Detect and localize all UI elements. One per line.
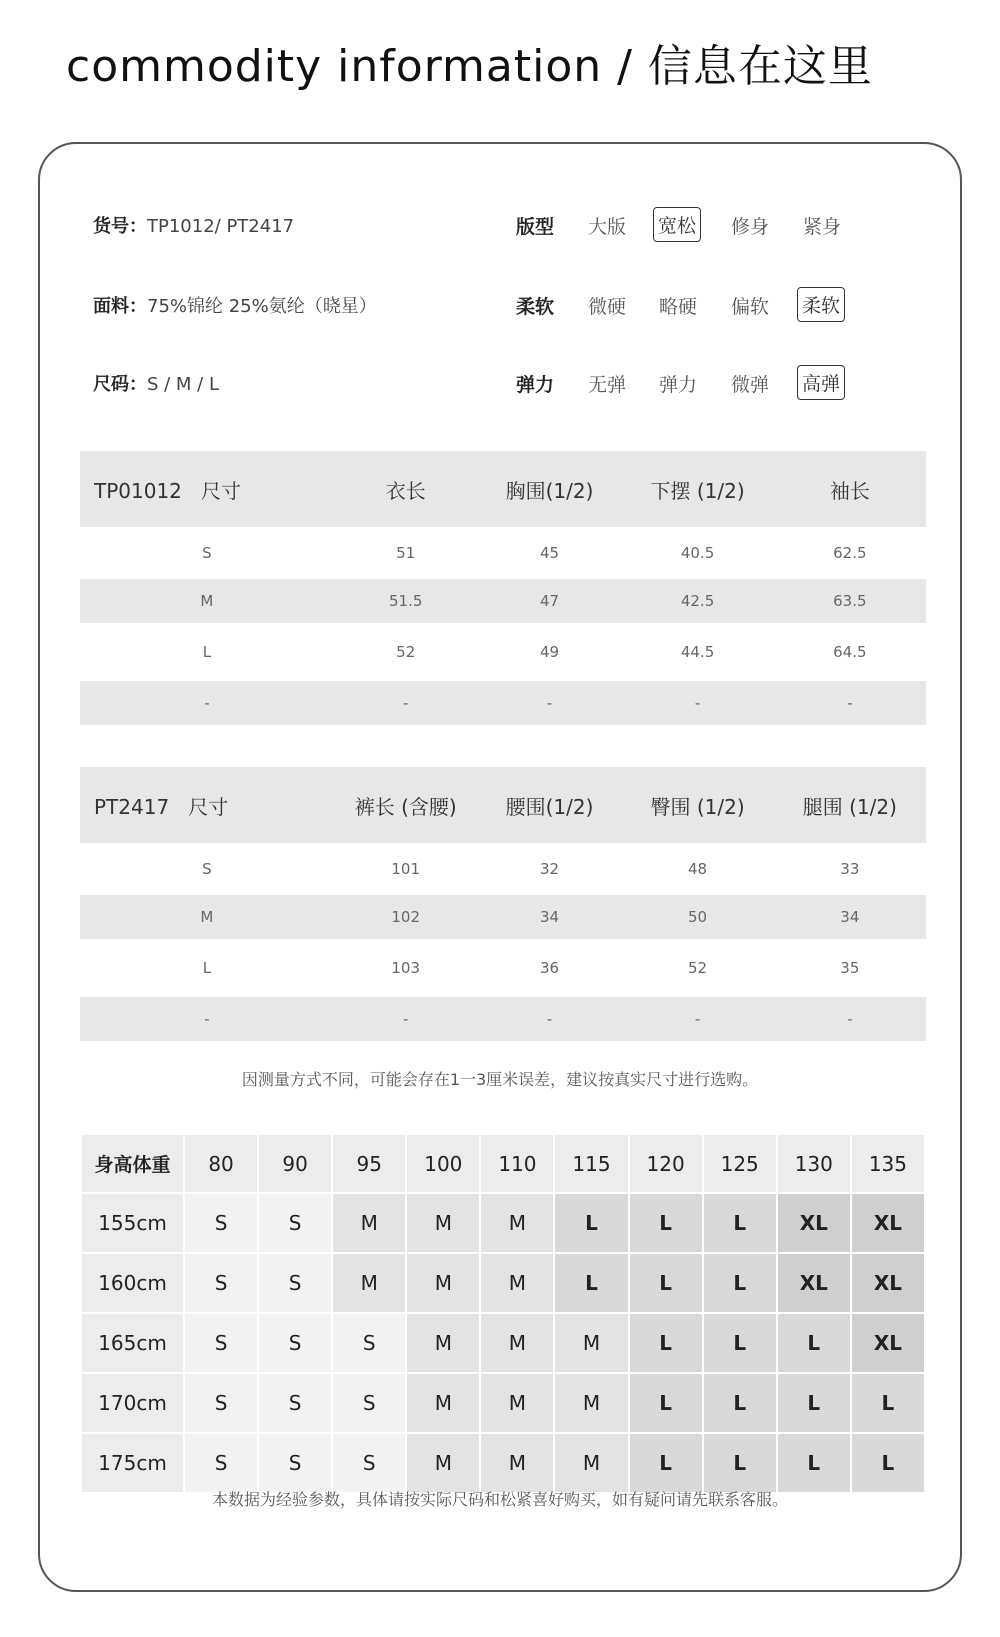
size-cell: M: [406, 1313, 480, 1373]
hw-row: [81, 1193, 925, 1253]
weight-header: 80: [184, 1134, 258, 1193]
table-cell: 51: [396, 544, 416, 562]
table-cell: 51.5: [334, 579, 478, 623]
property-label: 版型: [516, 216, 555, 238]
table-cell: M: [80, 579, 334, 623]
pant-table-header: [80, 767, 926, 843]
size-cell: M: [554, 1433, 628, 1493]
size-cell: M: [480, 1373, 554, 1433]
page-title: commodity information / 信息在这里: [66, 41, 873, 92]
size-cell: S: [258, 1193, 332, 1253]
size-cell: L: [554, 1193, 628, 1253]
size-cell: M: [554, 1373, 628, 1433]
table-row: [80, 895, 926, 939]
top-table-header: [80, 451, 926, 527]
column-header: 裤长 (含腰): [334, 767, 478, 843]
size-cell: L: [703, 1433, 777, 1493]
height-cell: 165cm: [81, 1313, 184, 1373]
property-option: 弹力: [659, 374, 698, 396]
table-cell: -: [334, 997, 478, 1041]
weight-header: 120: [629, 1134, 703, 1193]
size-cell: M: [480, 1253, 554, 1313]
column-header: 袖长: [774, 451, 926, 527]
table-row: [80, 579, 926, 623]
table-cell: 47: [478, 579, 622, 623]
height-cell: 160cm: [81, 1253, 184, 1313]
column-header: 衣长: [334, 451, 478, 527]
weight-header: 130: [777, 1134, 851, 1193]
weight-header: 90: [258, 1134, 332, 1193]
size-cell: M: [332, 1253, 406, 1313]
column-header: 腰围(1/2): [478, 767, 622, 843]
table-cell: 42.5: [621, 579, 773, 623]
table-cell: -: [621, 997, 773, 1041]
property-option: 略硬: [659, 296, 698, 318]
property-option: 微硬: [588, 296, 627, 318]
table-cell: 103: [391, 959, 421, 977]
table-cell: -: [80, 681, 334, 725]
property-option: 大版: [588, 216, 627, 238]
weight-header: 100: [406, 1134, 480, 1193]
size-cell: L: [703, 1373, 777, 1433]
table-cell: S: [202, 544, 212, 562]
size-label: 尺码：: [93, 374, 147, 395]
size-cell: M: [480, 1313, 554, 1373]
height-cell: 175cm: [81, 1433, 184, 1493]
table-row: [80, 939, 926, 997]
size-cell: M: [406, 1433, 480, 1493]
table-cell: -: [478, 997, 622, 1041]
table-cell: 32: [539, 860, 560, 878]
table-cell: 52: [396, 643, 416, 661]
size-cell: S: [258, 1373, 332, 1433]
property-option: 紧身: [803, 216, 842, 238]
hw-row: [81, 1253, 925, 1313]
weight-header: 115: [554, 1134, 628, 1193]
size-cell: S: [258, 1253, 332, 1313]
table-cell: -: [478, 681, 622, 725]
property-option-selected: 柔软: [797, 287, 845, 322]
size-cell: S: [258, 1433, 332, 1493]
size-cell: M: [332, 1193, 406, 1253]
weight-header: 95: [332, 1134, 406, 1193]
size-cell: M: [480, 1433, 554, 1493]
hw-row: [81, 1313, 925, 1373]
table-cell: 40.5: [680, 544, 715, 562]
size-cell: S: [332, 1373, 406, 1433]
size-cell: XL: [851, 1313, 925, 1373]
size-cell: M: [480, 1193, 554, 1253]
size-cell: S: [184, 1313, 258, 1373]
size-cell: M: [406, 1193, 480, 1253]
hw-corner-header: 身高体重: [81, 1134, 184, 1193]
table-code-header: TP01012 尺寸: [80, 451, 334, 527]
size-cell: S: [184, 1253, 258, 1313]
table-row: [80, 997, 926, 1041]
column-header: 下摆 (1/2): [621, 451, 773, 527]
property-option: 修身: [731, 216, 770, 238]
table-cell: 63.5: [774, 579, 926, 623]
table-cell: 102: [334, 895, 478, 939]
table-cell: 44.5: [680, 643, 715, 661]
table-cell: 62.5: [833, 544, 867, 562]
column-header: 胸围(1/2): [478, 451, 622, 527]
table-cell: S: [202, 860, 212, 878]
property-option: 偏软: [731, 296, 770, 318]
size-cell: L: [703, 1253, 777, 1313]
table-cell: -: [334, 681, 478, 725]
table-cell: 49: [539, 643, 560, 661]
pant-size-table: [80, 767, 926, 1041]
property-row: [516, 292, 876, 320]
size-cell: S: [258, 1313, 332, 1373]
size-cell: S: [332, 1433, 406, 1493]
size-cell: L: [851, 1433, 925, 1493]
property-row: [516, 212, 876, 240]
table-cell: L: [202, 643, 212, 661]
table-cell: 52: [688, 959, 708, 977]
size-cell: S: [332, 1313, 406, 1373]
item-number-value: TP1012/ PT2417: [147, 216, 295, 237]
table-cell: 45: [539, 544, 560, 562]
hw-row: [81, 1433, 925, 1493]
disclaimer-note: 本数据为经验参数，具体请按实际尺码和松紧喜好购买，如有疑问请先联系客服。: [211, 1490, 788, 1509]
table-cell: L: [202, 959, 212, 977]
column-header: 腿围 (1/2): [774, 767, 926, 843]
property-option: 微弹: [731, 374, 770, 396]
size-cell: L: [777, 1313, 851, 1373]
size-cell: XL: [851, 1193, 925, 1253]
height-weight-table: [80, 1133, 926, 1494]
table-cell: 36: [539, 959, 560, 977]
size-cell: S: [184, 1433, 258, 1493]
weight-header: 125: [703, 1134, 777, 1193]
size-cell: S: [184, 1373, 258, 1433]
table-cell: -: [621, 681, 773, 725]
size-cell: S: [184, 1193, 258, 1253]
size-cell: L: [777, 1373, 851, 1433]
table-row: [80, 527, 926, 579]
table-cell: M: [80, 895, 334, 939]
property-option: 无弹: [588, 374, 627, 396]
size-cell: L: [777, 1433, 851, 1493]
table-cell: 48: [688, 860, 708, 878]
table-cell: 101: [391, 860, 421, 878]
fabric-value: 75%锦纶 25%氨纶（晓星）: [147, 296, 377, 317]
weight-header: 110: [480, 1134, 554, 1193]
size-cell: L: [703, 1193, 777, 1253]
table-cell: -: [80, 997, 334, 1041]
property-option-selected: 宽松: [653, 207, 701, 242]
size-info: [93, 370, 219, 396]
size-cell: L: [629, 1253, 703, 1313]
fabric-label: 面料：: [93, 296, 147, 317]
table-cell: 34: [774, 895, 926, 939]
table-cell: -: [774, 681, 926, 725]
size-cell: L: [629, 1313, 703, 1373]
hw-table-header: [81, 1134, 925, 1193]
property-row: [516, 370, 876, 398]
table-cell: 33: [840, 860, 860, 878]
top-size-table: [80, 451, 926, 725]
size-cell: XL: [851, 1253, 925, 1313]
size-cell: M: [406, 1253, 480, 1313]
hw-row: [81, 1373, 925, 1433]
size-cell: XL: [777, 1193, 851, 1253]
table-row: [80, 623, 926, 681]
size-cell: L: [629, 1433, 703, 1493]
table-cell: 34: [478, 895, 622, 939]
property-label: 弹力: [516, 374, 555, 396]
height-cell: 155cm: [81, 1193, 184, 1253]
size-cell: M: [554, 1313, 628, 1373]
table-cell: 35: [840, 959, 860, 977]
size-cell: L: [629, 1373, 703, 1433]
column-header: 臀围 (1/2): [621, 767, 773, 843]
table-cell: 50: [621, 895, 773, 939]
weight-header: 135: [851, 1134, 925, 1193]
table-cell: 64.5: [833, 643, 867, 661]
height-cell: 170cm: [81, 1373, 184, 1433]
item-number-label: 货号：: [93, 216, 147, 237]
property-label: 柔软: [516, 296, 555, 318]
property-option-selected: 高弹: [797, 365, 845, 400]
table-cell: -: [774, 997, 926, 1041]
measurement-note: 因测量方式不同，可能会存在1一3厘米误差，建议按真实尺寸进行选购。: [241, 1070, 759, 1089]
item-number: [93, 212, 294, 238]
size-cell: L: [703, 1313, 777, 1373]
size-cell: L: [554, 1253, 628, 1313]
size-cell: L: [851, 1373, 925, 1433]
table-code-header: PT2417 尺寸: [80, 767, 334, 843]
size-value: S / M / L: [147, 374, 219, 395]
size-cell: M: [406, 1373, 480, 1433]
table-row: [80, 843, 926, 895]
fabric-info: [93, 292, 377, 318]
size-cell: XL: [777, 1253, 851, 1313]
size-cell: L: [629, 1193, 703, 1253]
table-row: [80, 681, 926, 725]
